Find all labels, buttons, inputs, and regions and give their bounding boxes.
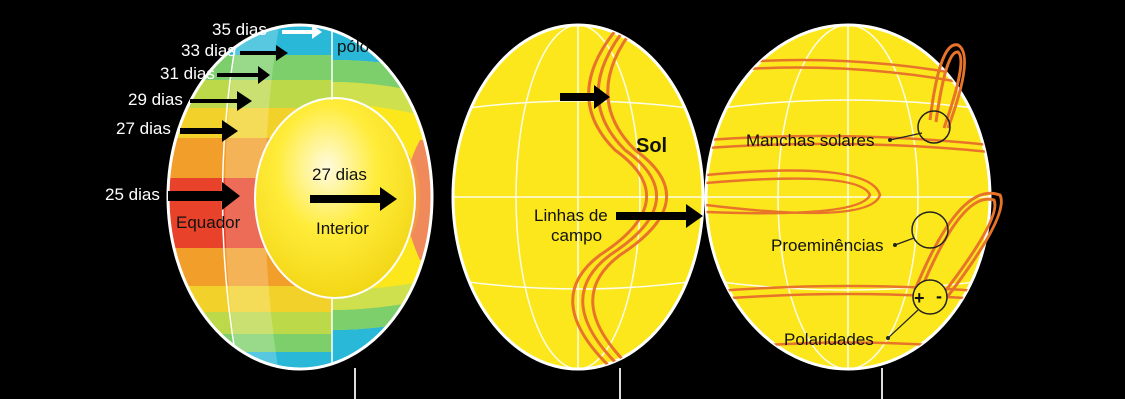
interior-days-label: 27 dias <box>312 165 367 184</box>
sphere-surface <box>706 25 1001 369</box>
sphere-field-lines <box>453 25 703 369</box>
stem-lines <box>355 368 882 399</box>
rotation-label-25: 25 dias <box>105 185 160 204</box>
pole-label: pólo <box>337 37 370 56</box>
prominences-label: Proeminências <box>771 236 884 255</box>
rotation-label-29: 29 dias <box>128 90 183 109</box>
interior-label: Interior <box>316 219 369 238</box>
rotation-label-27: 27 dias <box>116 119 171 138</box>
sun-label: Sol <box>636 135 668 157</box>
sunspots-label: Manchas solares <box>746 131 875 150</box>
polarity-minus: - <box>936 286 942 306</box>
polarity-plus: + <box>914 288 925 308</box>
rotation-label-35: 35 dias <box>212 20 267 39</box>
field-lines-label-2: campo <box>551 226 603 245</box>
equator-label: Equador <box>176 213 241 232</box>
field-lines-label-1: Linhas de <box>534 206 608 225</box>
polarities-label: Polaridades <box>784 330 874 349</box>
rotation-label-33: 33 dias <box>181 41 236 60</box>
rotation-label-31: 31 dias <box>160 64 215 83</box>
